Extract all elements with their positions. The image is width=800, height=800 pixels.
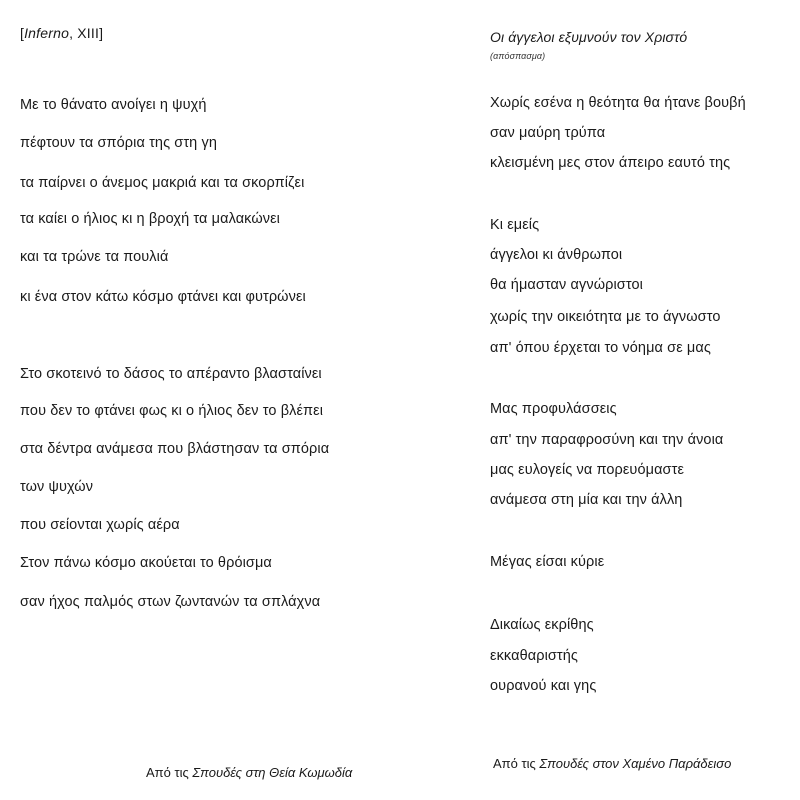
left-poem-line: των ψυχών [20, 479, 94, 495]
right-poem-line: ουρανού και γης [490, 678, 597, 694]
left-poem-line: που δεν το φτάνει φως κι ο ήλιος δεν το βλέπει [20, 403, 324, 419]
footer-prefix: Από τις [493, 756, 540, 771]
left-poem-line: σαν ήχος παλμός στων ζωντανών τα σπλάχνα [20, 594, 321, 610]
right-poem-line: κλεισμένη μες στον άπειρο εαυτό της [490, 155, 731, 171]
left-poem-line: που σείονται χωρίς αέρα [20, 517, 180, 533]
footer-book-title: Σπουδές στον Χαμένο Παράδεισο [539, 756, 732, 771]
right-poem-line: απ' την παραφροσύνη και την άνοια [490, 432, 724, 448]
header-title: Inferno [24, 25, 70, 41]
left-poem-column [20, 0, 420, 800]
footer-book-title: Σπουδές στη Θεία Κωμωδία [192, 765, 353, 780]
header-bracket-open: [ [20, 25, 25, 41]
left-poem-line: τα παίρνει ο άνεμος μακριά και τα σκορπίζει [20, 175, 305, 191]
right-poem-line: Χωρίς εσένα η θεότητα θα ήτανε βουβή [490, 95, 746, 111]
right-poem-line: χωρίς την οικειότητα με το άγνωστο [490, 309, 721, 325]
left-poem-line: Στον πάνω κόσμο ακούεται το θρόισμα [20, 555, 272, 571]
left-poem-line: Με το θάνατο ανοίγει η ψυχή [20, 97, 207, 113]
left-poem-line: πέφτουν τα σπόρια της στη γη [20, 135, 217, 151]
left-source-footer [146, 765, 352, 781]
right-poem-line: άγγελοι κι άνθρωποι [490, 247, 623, 263]
right-poem-title: Οι άγγελοι εξυμνούν τον Χριστό [490, 29, 688, 45]
right-poem-line: απ' όπου έρχεται το νόημα σε μας [490, 340, 711, 356]
left-poem-line: Στο σκοτεινό το δάσος το απέραντο βλασταίνει [20, 366, 322, 382]
right-poem-line: μας ευλογείς να πορευόμαστε [490, 462, 685, 478]
right-poem-subtitle: (απόσπασμα) [490, 51, 546, 61]
right-poem-line: εκκαθαριστής [490, 648, 579, 664]
right-poem-line: ανάμεσα στη μία και την άλλη [490, 492, 683, 508]
left-poem-line: κι ένα στον κάτω κόσμο φτάνει και φυτρώνει [20, 289, 306, 305]
left-poem-header [20, 24, 103, 42]
header-canto: , XIII] [69, 25, 104, 41]
footer-prefix: Από τις [146, 765, 193, 780]
right-poem-line: Μέγας είσαι κύριε [490, 554, 605, 570]
right-poem-line: Μας προφυλάσσεις [490, 401, 617, 417]
left-poem-line: τα καίει ο ήλιος κι η βροχή τα μαλακώνει [20, 211, 281, 227]
left-poem-line: και τα τρώνε τα πουλιά [20, 249, 169, 265]
right-poem-line: Δικαίως εκρίθης [490, 617, 594, 633]
left-poem-line: στα δέντρα ανάμεσα που βλάστησαν τα σπόρια [20, 441, 330, 457]
right-source-footer [493, 756, 731, 772]
right-poem-line: Κι εμείς [490, 217, 540, 233]
right-poem-line: θα ήμασταν αγνώριστοι [490, 277, 643, 293]
right-poem-column [490, 0, 790, 800]
right-poem-line: σαν μαύρη τρύπα [490, 125, 606, 141]
